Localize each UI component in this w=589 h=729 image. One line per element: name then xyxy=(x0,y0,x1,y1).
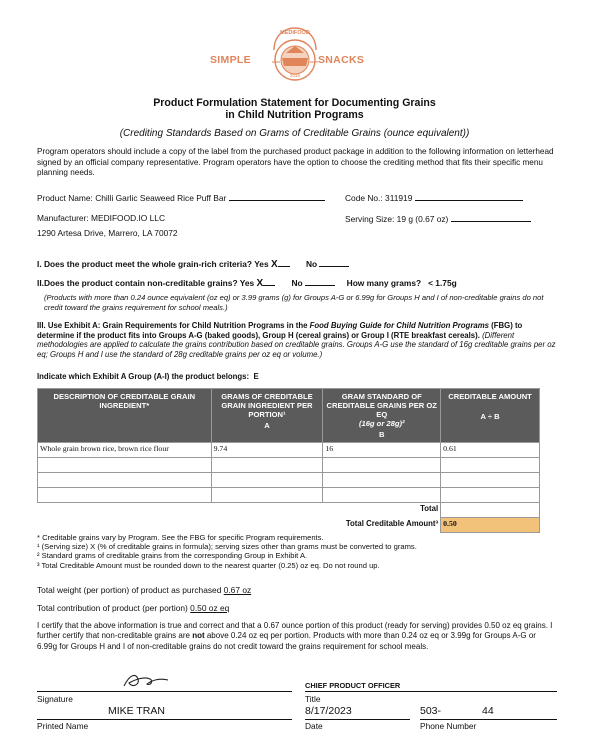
total-row xyxy=(38,503,540,518)
q3-fbg: Food Buying Guide for Child Nutrition Programs xyxy=(309,321,489,330)
manufacturer-row xyxy=(37,213,165,223)
total-creditable-value: 0.50 xyxy=(441,518,540,533)
table-cell xyxy=(38,458,212,473)
phone-part-b: 44 xyxy=(482,705,494,717)
date-value: 8/17/2023 xyxy=(305,705,352,717)
q2-yes-mark: X xyxy=(256,278,264,289)
product-name-row xyxy=(37,192,325,203)
q2-how-many-label: How many grams? xyxy=(346,278,422,288)
table-cell xyxy=(211,488,323,503)
date-line xyxy=(305,719,410,720)
table-cell xyxy=(38,473,212,488)
q1-no-label: No xyxy=(305,259,318,269)
table-row xyxy=(38,458,540,473)
title-line xyxy=(305,691,557,692)
intro-paragraph: Program operators should include a copy of the label from the purchased product package in addition to the following information on letterhead signed by an official company representative. Program operators have the option to choose the crediting method that fits their specific menu planning needs. xyxy=(37,147,554,178)
manufacturer-label: Manufacturer: xyxy=(37,213,89,223)
code-label: Code No.: xyxy=(345,193,383,203)
footnote: ³ Total Creditable Amount must be rounded down to the nearest quarter (0.25) oz eq. Do not round up. xyxy=(37,560,380,570)
total-contribution-label: Total contribution of product (per portion) xyxy=(37,603,188,613)
table-cell xyxy=(323,488,441,503)
header-description: DESCRIPTION OF CREDITABLE GRAIN INGREDIENT* xyxy=(38,389,212,443)
serving-underline xyxy=(451,213,531,222)
serving-row xyxy=(345,213,531,224)
table-row xyxy=(38,443,540,458)
q2-yes-line xyxy=(263,277,275,286)
total-contribution-row xyxy=(37,603,229,613)
question-exhibit-a xyxy=(37,321,557,359)
table-cell xyxy=(441,458,540,473)
total-weight-value: 0.67 oz xyxy=(223,585,252,595)
table-cell xyxy=(211,458,323,473)
footnote: * Creditable grains vary by Program. See the FBG for specific Program requirements. xyxy=(37,533,324,542)
phone-line xyxy=(420,719,557,720)
q2-grams-value: < 1.75g xyxy=(428,278,457,288)
logo-year: 2016 xyxy=(289,73,301,78)
q2-text: II.Does the product contain non-creditable grains? xyxy=(37,278,238,288)
product-name-value: Chilli Garlic Seaweed Rice Puff Bar xyxy=(95,193,227,203)
q1-yes-label: Yes xyxy=(254,259,269,269)
indicate-group-row xyxy=(37,372,259,381)
table-cell: 16 xyxy=(323,443,441,458)
question-whole-grain-rich xyxy=(37,258,349,270)
header-grams-per-portion: GRAMS OF CREDITABLE GRAIN INGREDIENT PER PORTION¹ A xyxy=(211,389,323,443)
table-cell: 9.74 xyxy=(211,443,323,458)
creditable-grain-table xyxy=(37,388,540,533)
total-contribution-value: 0.50 oz eq xyxy=(190,603,230,613)
title-label: Title xyxy=(305,694,321,704)
footnote: ² Standard grams of creditable grains from the corresponding Group in Exhibit A. xyxy=(37,551,308,561)
manufacturer-value: MEDIFOOD.IO LLC xyxy=(91,213,165,223)
header-gram-standard: GRAM STANDARD OF CREDITABLE GRAINS PER OZ EQ (16g or 28g)² B xyxy=(323,389,441,443)
title-value: CHIEF PRODUCT OFFICER xyxy=(305,681,401,690)
total-value xyxy=(441,503,540,518)
serving-label: Serving Size: xyxy=(345,214,395,224)
handwritten-signature xyxy=(120,670,180,692)
total-weight-label: Total weight (per portion) of product as purchased xyxy=(37,585,222,595)
table-cell xyxy=(441,473,540,488)
q2-note: (Products with more than 0.24 ounce equivalent (oz eq) or 3.99 grams (g) for Groups A-G or 6.99g for Groups H and I of non-creditable grains do not credit toward the grains requirement for school meals.) xyxy=(44,293,544,312)
indicate-label: Indicate which Exhibit A Group (A-I) the product belongs: xyxy=(37,372,250,381)
q1-no-line xyxy=(319,258,349,267)
table-cell xyxy=(441,488,540,503)
total-creditable-row xyxy=(38,518,540,533)
document-subtitle: (Crediting Standards Based on Grams of Creditable Grains (ounce equivalent)) xyxy=(119,128,470,139)
footnotes xyxy=(37,533,557,570)
q1-text: I. Does the product meet the whole grain-rich criteria? xyxy=(37,259,252,269)
certification-paragraph: I certify that the above information is true and correct and that a 0.67 ounce portion of this product (ready for serving) provides 0.50 oz eq grains. I further certify that non-creditable grains are not above 0.24 oz eq per portion. Products with more than 0.24 oz eq or 3.99g for Groups A-G or 6.99g for Groups H and I of non-creditable grains do not credit toward the grains requirement for school meals. xyxy=(37,621,553,651)
q1-yes-mark: X xyxy=(270,259,278,270)
table-cell: Whole grain brown rice, brown rice flour xyxy=(38,443,212,458)
company-logo xyxy=(200,22,390,88)
q3-mid: (FBG) to determine if the product fits into Groups A-G (baked goods), Group H (cereal grains) or Group I (RTE breakfast cereals). xyxy=(37,321,523,340)
table-row xyxy=(38,488,540,503)
q1-yes-line xyxy=(278,258,290,267)
table-cell xyxy=(211,473,323,488)
logo-word-left: SIMPLE xyxy=(210,54,251,66)
serving-value: 19 g (0.67 oz) xyxy=(396,214,449,224)
product-name-underline xyxy=(229,192,325,201)
manufacturer-address: 1290 Artesa Drive, Marrero, LA 70072 xyxy=(37,228,178,238)
printed-name-line xyxy=(37,719,292,720)
date-label: Date xyxy=(305,721,323,729)
code-row xyxy=(345,192,523,203)
table-cell xyxy=(323,473,441,488)
signature-label: Signature xyxy=(37,694,73,704)
indicate-value: E xyxy=(253,372,259,381)
total-weight-row xyxy=(37,585,251,595)
q2-yes-label: Yes xyxy=(239,278,255,288)
q3-lead: III. Use Exhibit A: Grain Requirements for Child Nutrition Programs in the xyxy=(37,321,310,330)
header-creditable-amount: CREDITABLE AMOUNT A ÷ B xyxy=(441,389,540,443)
printed-name-value: MIKE TRAN xyxy=(108,705,165,717)
signature-line xyxy=(37,691,292,692)
total-creditable-label: Total Creditable Amount³ xyxy=(345,518,439,528)
q3-ital: (Different methodologies are applied to calculate the grains contribution based on creditable grains. Groups A-G use the standard of 16g creditable grains per oz eq; Groups H and I use the standard of 28g creditable grains per oz eq or volume.) xyxy=(37,330,556,359)
phone-label: Phone Number xyxy=(420,721,477,729)
total-label: Total xyxy=(420,504,439,513)
logo-brand: MEDIFOOD xyxy=(280,30,310,36)
table-row xyxy=(38,473,540,488)
table-header-row xyxy=(38,389,540,443)
code-value: 311919 xyxy=(385,193,413,203)
printed-name-label: Printed Name xyxy=(37,721,89,729)
product-name-label: Product Name: xyxy=(37,193,93,203)
q2-no-label: No xyxy=(291,278,303,288)
code-underline xyxy=(415,192,523,201)
document-title-line2: in Child Nutrition Programs xyxy=(225,109,364,121)
q2-no-line xyxy=(305,277,335,286)
table-cell xyxy=(323,458,441,473)
footnote: ¹ (Serving size) X (% of creditable grains in formula); serving sizes other than grams must be converted to grams. xyxy=(37,542,417,552)
table-cell: 0.61 xyxy=(441,443,540,458)
logo-word-right: SNACKS xyxy=(318,54,365,66)
document-title-line1: Product Formulation Statement for Documenting Grains xyxy=(153,97,436,109)
phone-part-a: 503- xyxy=(420,705,442,717)
question-non-creditable xyxy=(37,277,457,289)
table-cell xyxy=(38,488,212,503)
